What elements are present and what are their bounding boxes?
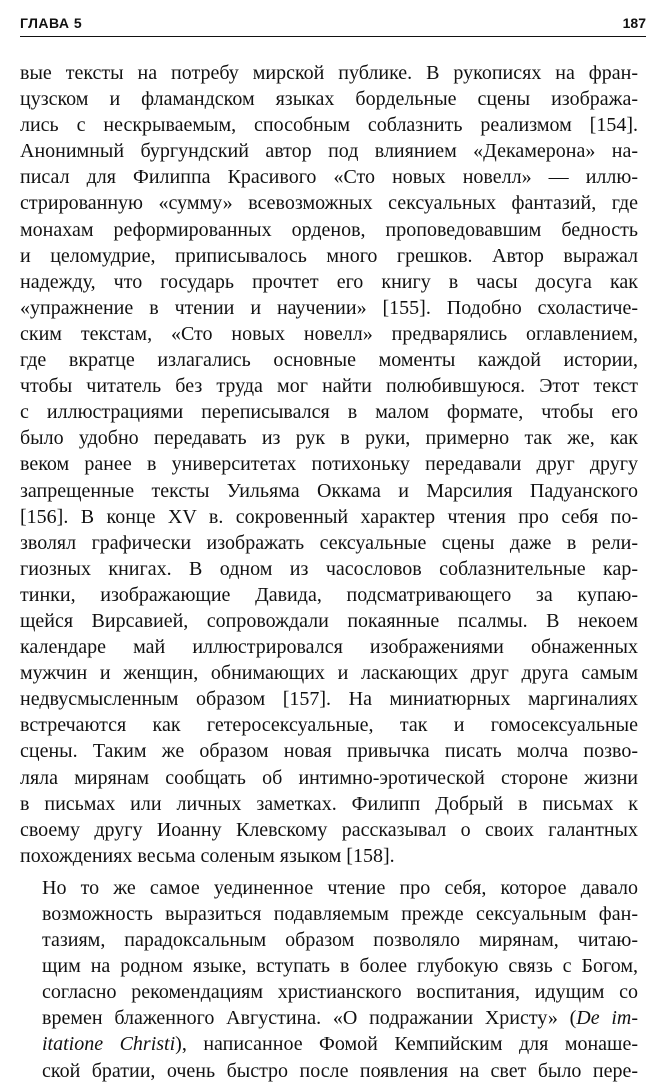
text-line: тазиям, парадоксальным образом позволяло мирянам, читаю- bbox=[42, 929, 638, 952]
text-run: ), написанное Фомой Кемпийским для монаше- bbox=[175, 1033, 638, 1056]
text-line: веком ранее в университетах потихоньку передавали друг другу bbox=[20, 453, 638, 476]
text-line: монахам реформированных орденов, проповедовавшим бедность bbox=[20, 218, 638, 241]
text-line: тинки, изображающие Давида, подсматривающего за купаю- bbox=[20, 583, 638, 606]
text-line: зволял графически изображать сексуальные сцены даже в рели- bbox=[20, 531, 638, 554]
text-line: вые тексты на потребу мирской публике. В рукописях на фран- bbox=[20, 62, 638, 84]
text-line: своему другу Иоанну Клевскому рассказывал о своих галантных bbox=[20, 818, 638, 841]
text-line: щейся Вирсавией, сопровождали покаянные псалмы. В некоем bbox=[20, 609, 638, 632]
text-line: щим на родном языке, вступать в более глубокую связь с Богом, bbox=[42, 955, 638, 978]
paragraph-1 bbox=[20, 60, 638, 869]
text-line: стрированную «сумму» всевозможных сексуальных фантазий, где bbox=[20, 192, 638, 215]
text-line: недвусмысленным образом [157]. На миниатюрных маргиналиях bbox=[20, 688, 638, 711]
text-line: календаре май иллюстрировался изображениями обнаженных bbox=[20, 636, 638, 659]
text-line: надежду, что государь прочтет его книгу в часы досуга как bbox=[20, 270, 638, 293]
text-line: встречаются как гетеросексуальные, так и гомосексуальные bbox=[20, 714, 638, 737]
text-line: цузском и фламандском языках бордельные сцены изобража- bbox=[20, 88, 638, 111]
page-number: 187 bbox=[622, 15, 646, 31]
text-line: и целомудрие, приписывалось много грешков. Автор выражал bbox=[20, 244, 638, 267]
text-line: писал для Филиппа Красивого «Сто новых новелл» — иллю- bbox=[20, 166, 638, 189]
text-line bbox=[20, 1005, 638, 1031]
running-head bbox=[20, 12, 646, 37]
text-line: «упражнение в чтении и научении» [155]. Подобно схоластиче- bbox=[20, 296, 638, 319]
text-line: похождениях весьма соленым языком [158]. bbox=[20, 844, 395, 867]
body-text bbox=[20, 60, 638, 1084]
latin-title-part-1: De im- bbox=[576, 1007, 639, 1030]
text-line: чтобы читатель без труда мог найти полюбившуюся. Этот текст bbox=[20, 375, 638, 398]
text-line: мужчин и женщин, обнимающих и ласкающих друг друга самым bbox=[20, 662, 638, 685]
text-line: возможность выразиться подавляемым прежде сексуальным фан- bbox=[42, 903, 638, 925]
latin-title-part-2: itatione Christi bbox=[42, 1033, 176, 1056]
text-line: ляла мирянам сообщать об интимно-эротической стороне жизни bbox=[20, 766, 638, 789]
text-line: Анонимный бургундский автор под влиянием «Декамерона» на- bbox=[20, 140, 638, 163]
text-line: с иллюстрациями переписывался в малом формате, чтобы его bbox=[20, 401, 638, 424]
chapter-title: ГЛАВА 5 bbox=[20, 15, 83, 31]
text-line: согласно рекомендациям христианского воспитания, идущим со bbox=[42, 981, 638, 1004]
text-line bbox=[20, 1031, 638, 1057]
text-line: ской братии, очень быстро после появления на свет было пере- bbox=[42, 1059, 638, 1082]
text-line: Но то же самое уединенное чтение про себя, которое давало bbox=[42, 876, 638, 899]
text-line: в письмах или личных заметках. Филипп Добрый в письмах к bbox=[20, 792, 638, 815]
text-line: лись с нескрываемым, способным соблазнить реализмом [154]. bbox=[20, 114, 638, 137]
text-line: ским текстам, «Сто новых новелл» предварялись оглавлением, bbox=[20, 322, 638, 345]
text-line: запрещенные тексты Уильяма Оккама и Марсилия Падуанского bbox=[20, 479, 638, 502]
paragraph-2 bbox=[20, 875, 638, 1084]
text-line: гиозных книгах. В одном из часословов соблазнительные кар- bbox=[20, 557, 638, 580]
text-run: времен блаженного Августина. «О подражании Христу» ( bbox=[42, 1007, 577, 1030]
text-line: где вкратце излагались основные моменты каждой истории, bbox=[20, 349, 638, 372]
text-line: было удобно передавать из рук в руки, примерно так же, как bbox=[20, 427, 638, 450]
text-line: [156]. В конце XV в. сокровенный характер чтения про себя по- bbox=[20, 505, 638, 528]
text-line: сцены. Таким же образом новая привычка писать молча позво- bbox=[20, 740, 638, 763]
